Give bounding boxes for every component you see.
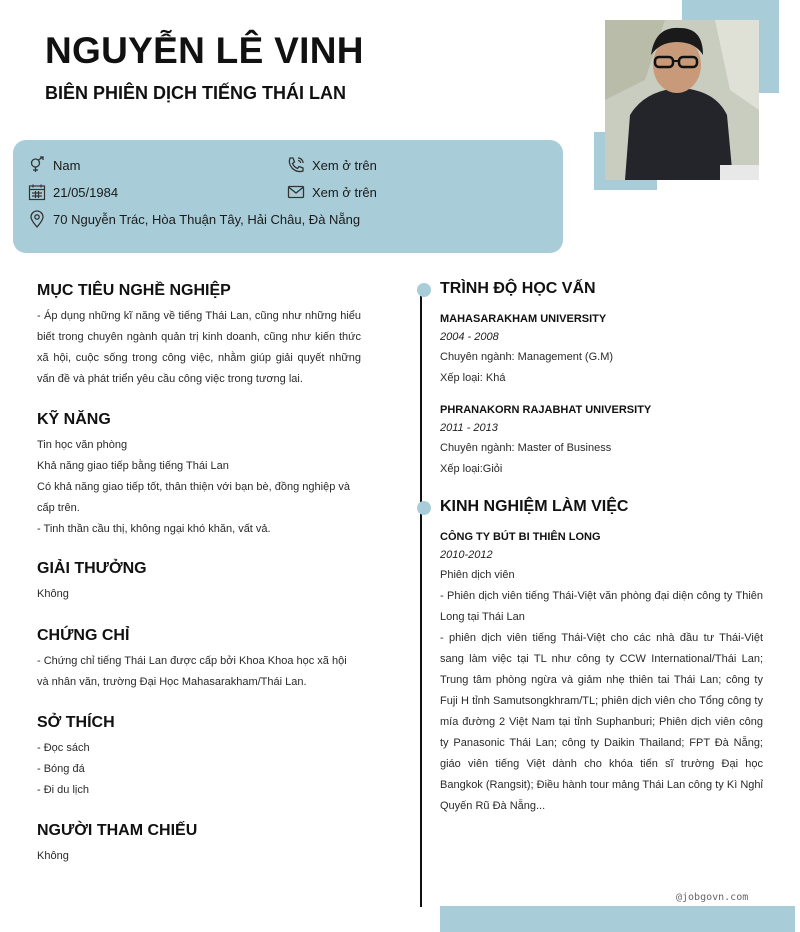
references-value: Không [37,850,69,862]
candidate-name: NGUYỄN LÊ VINH [45,30,364,71]
hobby-item: - Đọc sách [37,742,90,754]
section-title-certificates: CHỨNG CHỈ [37,627,130,644]
education-period: 2004 - 2008 [440,331,499,343]
phone-value: Xem ở trên [312,157,377,173]
birthdate-value: 21/05/1984 [53,184,119,200]
timeline-dot-experience [417,501,431,515]
education-grade: Xếp loại:Giỏi [440,463,503,475]
objective-paragraph: - Áp dụng những kĩ năng về tiếng Thái Lan, cũng như những hiểu biết trong chuyên ngành quản trị kinh doanh, cũng như kiến thức xã hội, cuộc sống trong công việc, nhằm giúp giải quyết những vấn đề và phát triển yêu cầu công việc trong tương lai. [37,310,361,385]
education-major: Chuyên ngành: Master of Business [440,442,612,454]
experience-detail: - phiên dịch viên tiếng Thái-Việt cho các nhà đầu tư Thái-Việt sang làm việc tại TL như công ty CCW International/Thái Lan; Trung tâm phòng ngừa và giảm nhẹ thiên tai Thái Lan; công ty Fuji H tỉnh Samutsongkhram/TL; phiên dịch viên cho Tổng công ty mía đường 2 Việt Nam tại tỉnh Suphanburi; Phiên dịch viên công ty Panasonic Thái Lan; công ty Daikin Thailand; FPT Đà Nẵng; giáo viên tiếng Việt dành cho khóa tiến sĩ trường Đại học Bangkok (Rangsit); Điều hành tour mảng Thái Lan công ty Kì Nghỉ Quyến Rũ Đà Nẵng... [440,632,763,812]
hobbies-list [37,738,361,801]
hobby-item: - Đi du lịch [37,784,89,796]
education-grade: Xếp loại: Khá [440,372,506,384]
awards-text [37,584,361,605]
gender-value: Nam [53,157,81,173]
envelope-icon [287,183,305,201]
skill-item: Tin học văn phòng [37,439,128,451]
skill-item: - Tinh thần cầu thị, không ngại khó khăn, vất vả. [37,523,271,535]
objective-text [37,306,361,390]
section-title-education: TRÌNH ĐỘ HỌC VẤN [440,280,596,297]
hobby-item: - Bóng đá [37,763,85,775]
experience-entry [440,528,763,817]
skills-list [37,435,361,540]
contact-birthdate [28,183,118,201]
education-entry [440,401,763,480]
section-title-experience: KINH NGHIỆM LÀM VIỆC [440,498,629,515]
education-period: 2011 - 2013 [440,422,498,434]
section-title-hobbies: SỞ THÍCH [37,714,115,731]
awards-value: Không [37,588,69,600]
profile-photo [605,20,759,180]
section-title-awards: GIẢI THƯỞNG [37,560,147,577]
email-value: Xem ở trên [312,184,377,200]
decorative-block-bottom [440,906,795,932]
references-text [37,846,361,867]
skill-item: Khả năng giao tiếp bằng tiếng Thái Lan [37,460,229,472]
certificates-text [37,651,361,693]
phone-icon [287,156,305,174]
location-pin-icon [28,210,46,228]
timeline-line [420,290,422,907]
section-title-references: NGƯỜI THAM CHIẾU [37,822,198,839]
skill-item: Có khả năng giao tiếp tốt, thân thiện với bạn bè, đồng nghiệp và cấp trên. [37,481,351,514]
education-major: Chuyên ngành: Management (G.M) [440,351,614,363]
section-title-skills: KỸ NĂNG [37,411,111,428]
contact-email [287,183,377,201]
education-entry [440,310,763,389]
watermark-text: @jobgovn.com [676,892,749,903]
contact-address [28,210,360,228]
experience-period: 2010-2012 [440,549,493,561]
section-title-objective: MỤC TIÊU NGHỀ NGHIỆP [37,282,231,299]
certificate-item: - Chứng chỉ tiếng Thái Lan được cấp bởi Khoa Khoa học xã hội và nhân văn, trường Đại Học Mahasarakham/Thái Lan. [37,655,347,688]
experience-detail: - Phiên dịch viên tiếng Thái-Việt văn phòng đại diện công ty Thiên Long tại Thái Lan [440,590,763,623]
contact-gender [28,156,80,174]
address-value: 70 Nguyễn Trác, Hòa Thuận Tây, Hải Châu, Đà Nẵng [53,211,361,227]
timeline-dot-education [417,283,431,297]
experience-role: Phiên dịch viên [440,569,515,581]
job-title: BIÊN PHIÊN DỊCH TIẾNG THÁI LAN [45,83,347,103]
calendar-icon [28,183,46,201]
school-name: MAHASARAKHAM UNIVERSITY [440,313,607,325]
contact-phone [287,156,377,174]
gender-icon [28,156,46,174]
company-name: CÔNG TY BÚT BI THIÊN LONG [440,531,601,543]
school-name: PHRANAKORN RAJABHAT UNIVERSITY [440,404,652,416]
